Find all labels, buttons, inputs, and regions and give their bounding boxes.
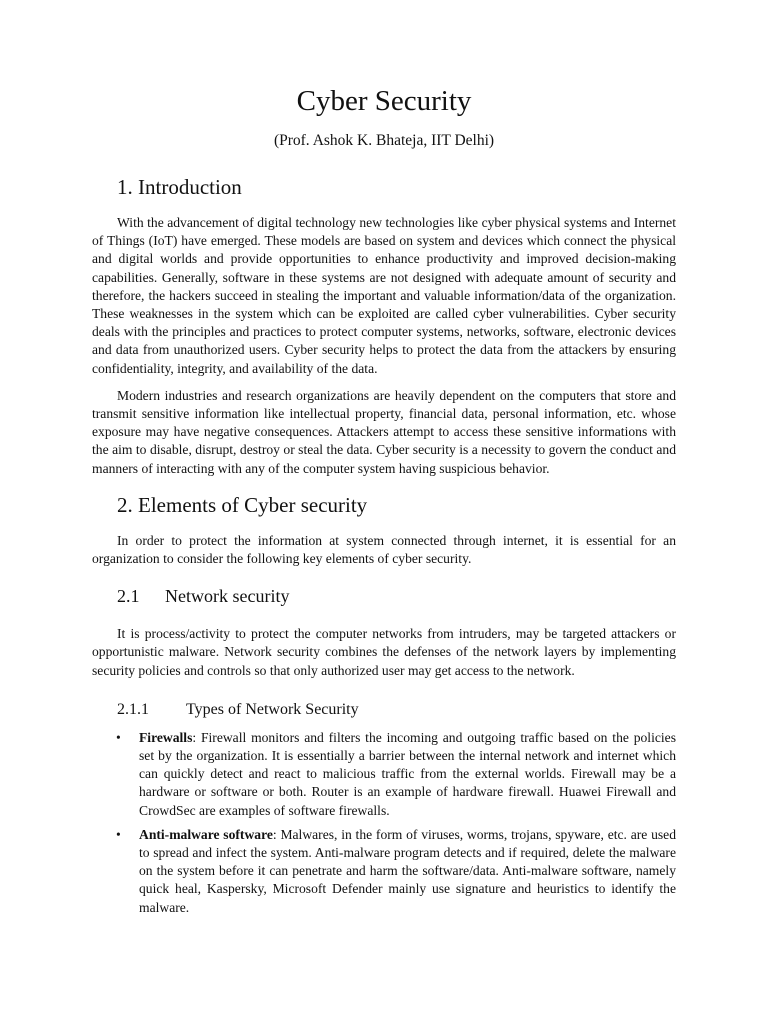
document-author: (Prof. Ashok K. Bhateja, IIT Delhi) bbox=[273, 132, 495, 149]
bullet-icon: • bbox=[116, 826, 121, 842]
bullet-icon: • bbox=[116, 729, 121, 745]
subsubsection-title: Types of Network Security bbox=[186, 700, 359, 718]
network-security-paragraph: It is process/activity to protect the computer networks from intruders, may be targeted attackers or opportunistic malware. Network security combines the defenses of the network layers by implementing security policies and controls so that only authorized user may get access to the network. bbox=[92, 626, 676, 678]
network-security-types-list bbox=[92, 729, 676, 917]
subsection-heading-network-security bbox=[92, 585, 676, 607]
intro-paragraph-1: With the advancement of digital technology new technologies like cyber physical systems and Internet of Things (IoT) have emerged. These models are based on system and devices which connect the physical and digital worlds and provide opportunities to enhance productivity and improved decision-making capabilities. Generally, software in these systems are not designed with adequate amount of security and therefore, the hackers succeed in stealing the important and valuable information/data of the organization. These weaknesses in the system which can be exploited are called cyber vulnerabilities. Cyber security deals with the principles and practices to protect computer systems, networks, software, electronic devices and data from unauthorized users. Cyber security helps to protect the data from the attackers by ensuring confidentiality, integrity, and availability of the data. bbox=[92, 215, 676, 376]
list-item-text: : Firewall monitors and filters the incoming and outgoing traffic based on the policies set by the organization. It is essentially a barrier between the internal network and internet which can quickly detect and react to malicious traffic from the external worlds. Firewall may be a hardware or software or both. Router is an example of hardware firewall. Huawei Firewall and CrowdSec are examples of software firewalls. bbox=[139, 729, 676, 818]
intro-paragraph-2: Modern industries and research organizations are heavily dependent on the computers that store and transmit sensitive information like intellectual property, financial data, personal information, etc. whose exposure may have negative consequences. Attackers attempt to access these sensitive informations with the aim to disable, disrupt, destroy or steal the data. Cyber security is a necessity to govern the conduct and manners of interacting with any of the computer system having suspicious behavior. bbox=[92, 387, 676, 476]
document-title: Cyber Security bbox=[296, 85, 472, 117]
list-item-text: : Malwares, in the form of viruses, worms, trojans, spyware, etc. are used to spread and infect the system. Anti-malware program detects and if required, delete the malware on the system before it can penetrate and harm the software/data. Anti-malware software, namely quick heal, Kaspersky, Microsoft Defender mainly use signature and heuristics to identify the malware. bbox=[139, 826, 677, 915]
list-item-firewalls bbox=[92, 729, 676, 820]
section-heading-introduction: 1. Introduction bbox=[117, 175, 242, 199]
list-item-anti-malware bbox=[92, 826, 676, 917]
subsection-number: 2.1 bbox=[117, 586, 140, 607]
subsubsection-number: 2.1.1 bbox=[117, 700, 149, 718]
subsection-title: Network security bbox=[165, 586, 290, 607]
list-item-term: Anti-malware software bbox=[139, 826, 273, 842]
subsubsection-heading-types bbox=[92, 700, 676, 720]
section-heading-elements: 2. Elements of Cyber security bbox=[117, 492, 368, 517]
list-item-term: Firewalls bbox=[139, 729, 193, 745]
elements-paragraph: In order to protect the information at system connected through internet, it is essential for an organization to consider the following key elements of cyber security. bbox=[92, 532, 676, 567]
